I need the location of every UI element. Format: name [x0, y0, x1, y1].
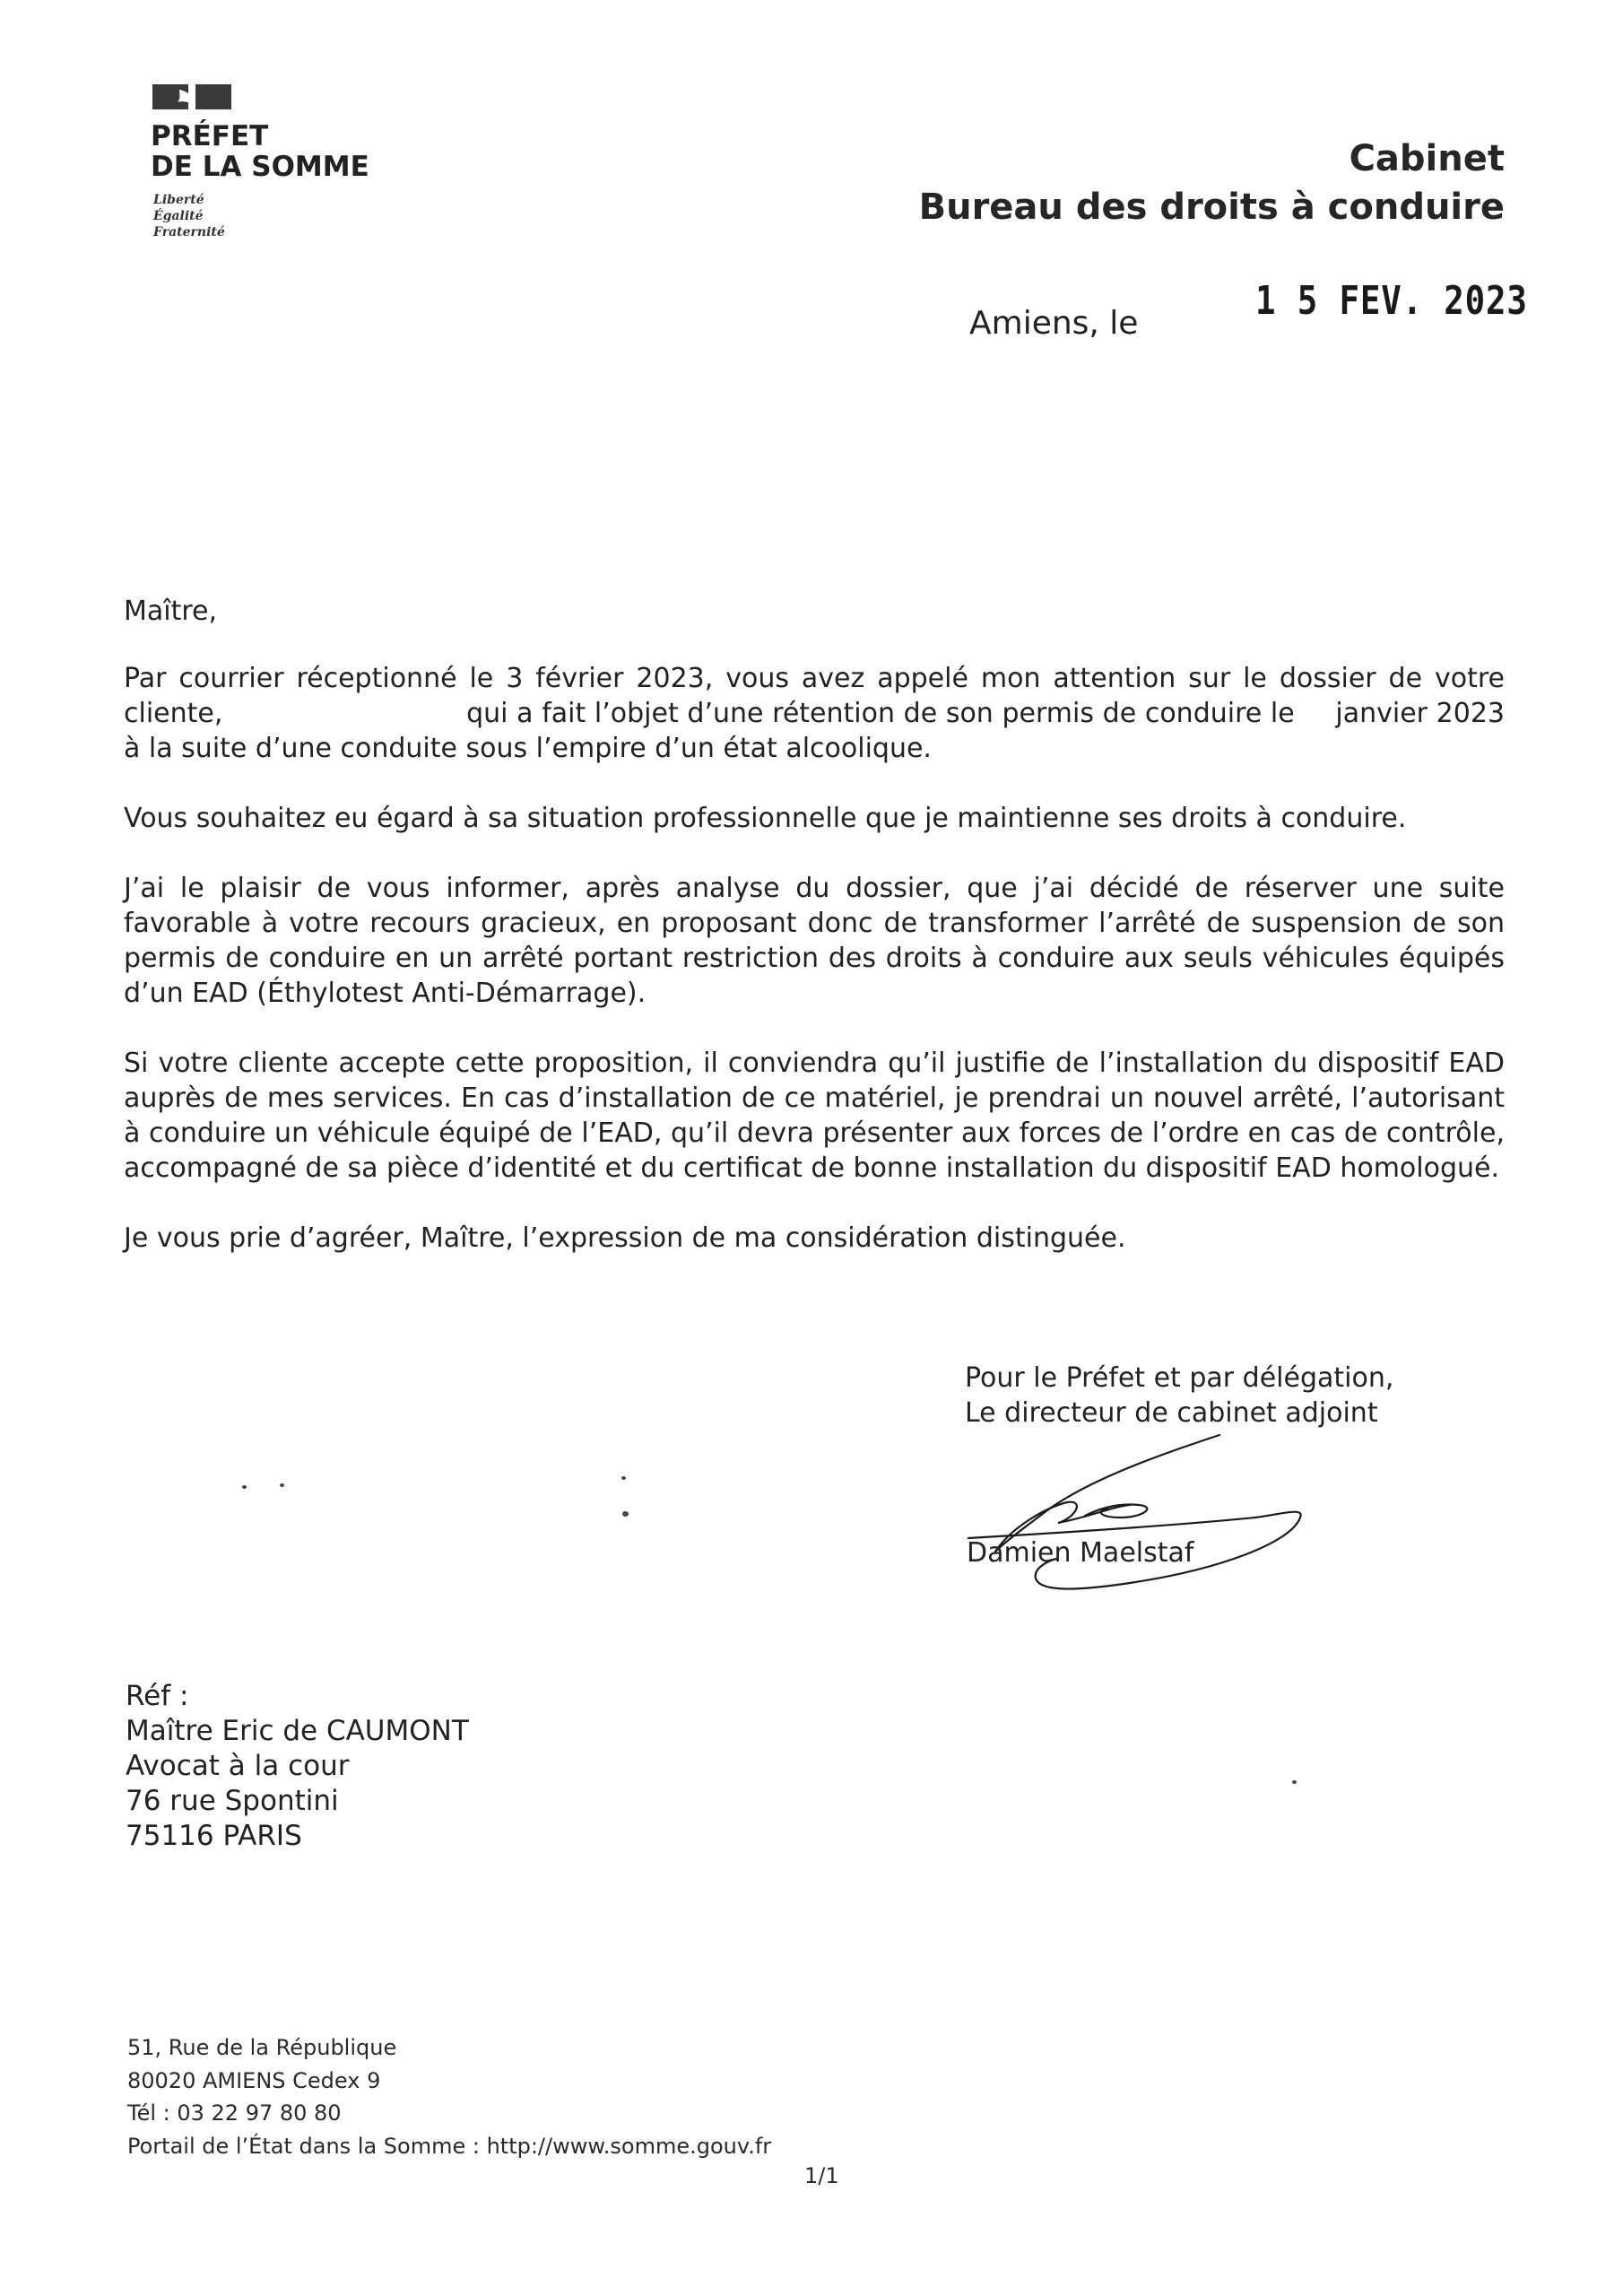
scan-speck [242, 1485, 247, 1489]
paragraph-1-part-a: Par courrier réceptionné le 3 février 2023, vous avez appelé mon attention sur le dossier de votre cliente, [124, 663, 1505, 729]
republic-motto [153, 192, 225, 240]
salutation: Maître, [124, 596, 218, 627]
place-label: Amiens, le [969, 305, 1139, 342]
motto-liberte: Liberté [153, 193, 204, 207]
paragraph-1 [124, 661, 1505, 766]
footer-line-4: Portail de l’État dans la Somme : http://www.somme.gouv.fr [127, 2133, 772, 2159]
authority-name [151, 121, 369, 182]
reference-label: Réf : [126, 1680, 189, 1712]
footer-line-1: 51, Rue de la République [127, 2035, 397, 2060]
signature-line-2: Le directeur de cabinet adjoint [965, 1397, 1378, 1429]
scan-speck [280, 1483, 284, 1487]
motto-egalite: Égalité [153, 209, 204, 223]
scan-speck [621, 1476, 626, 1480]
authority-line-2: DE LA SOMME [151, 151, 369, 183]
paragraph-2: Vous souhaitez eu égard à sa situation professionnelle que je maintienne ses droits à conduire. [124, 803, 1407, 834]
reference-line-2: Avocat à la cour [126, 1750, 350, 1782]
paragraph-5: Je vous prie d’agréer, Maître, l’expression de ma considération distinguée. [124, 1222, 1126, 1254]
reference-block [126, 1679, 469, 1854]
paragraph-3: J’ai le plaisir de vous informer, après analyse du dossier, que j’ai décidé de réserver une suite favorable à votre recours gracieux, en proposant donc de transformer l’arrêté de suspension de son permis de conduire en un arrêté portant restriction des droits à conduire aux seuls véhicules équipés d’un EAD (Éthylotest Anti-Démarrage). [124, 873, 1505, 1009]
motto-fraternite: Fraternité [153, 225, 225, 239]
marianne-logo [152, 83, 233, 111]
date-stamp: 1 5 FEV. 2023 [1255, 278, 1528, 324]
footer-line-3: Tél : 03 22 97 80 80 [127, 2100, 342, 2126]
paragraph-1-part-c: janvier 2023 à la suite d’une conduite sous l’empire d’un état alcoolique. [124, 698, 1506, 764]
reference-line-1: Maître Eric de CAUMONT [126, 1715, 469, 1747]
footer-address [127, 2031, 771, 2162]
signature-line-1: Pour le Préfet et par délégation, [965, 1362, 1394, 1394]
authority-line-1: PRÉFET [151, 120, 269, 152]
paragraph-4: Si votre cliente accepte cette proposition, il conviendra qu’il justifie de l’installation du dispositif EAD auprès de mes services. En cas d’installation de ce matériel, je prendrai un nouvel arrêté, l’autorisant à conduire un véhicule équipé de l’EAD, qu’il devra présenter aux forces de l’ordre en cas de contrôle, accompagné de sa pièce d’identité et du certificat de bonne installation du dispositif EAD homologué. [124, 1048, 1505, 1184]
handwritten-signature [950, 1417, 1309, 1614]
scan-speck [622, 1511, 629, 1517]
service-line-2: Bureau des droits à conduire [918, 187, 1505, 228]
scan-speck [1292, 1780, 1297, 1784]
footer-line-2: 80020 AMIENS Cedex 9 [127, 2067, 381, 2093]
page-number: 1/1 [804, 2163, 839, 2188]
reference-line-3: 76 rue Spontini [126, 1785, 339, 1817]
service-line-1: Cabinet [1349, 138, 1505, 179]
reference-line-4: 75116 PARIS [126, 1820, 302, 1852]
paragraph-1-part-b: qui a fait l’objet d’une rétention de son permis de conduire le [466, 698, 1295, 729]
signer-name: Damien Maelstaf [967, 1537, 1194, 1569]
service-header [919, 135, 1505, 231]
